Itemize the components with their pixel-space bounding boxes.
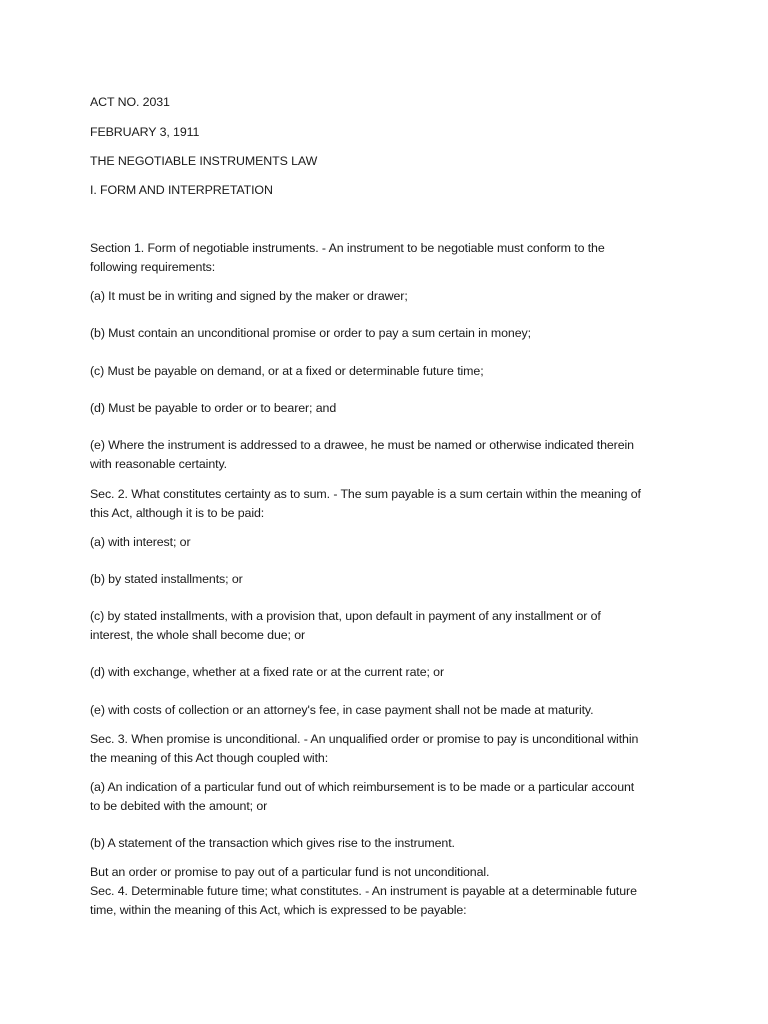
sec2-item-c-line-2: interest, the whole shall become due; or — [90, 628, 306, 642]
act-date: FEBRUARY 3, 1911 — [90, 125, 200, 139]
sec4-intro-line-2: time, within the meaning of this Act, which is expressed to be payable: — [90, 903, 467, 917]
sec3-intro-line-2: the meaning of this Act though coupled with: — [90, 751, 329, 765]
sec1-intro-line-2: following requirements: — [90, 260, 216, 274]
act-number: ACT NO. 2031 — [90, 95, 170, 109]
sec3-item-a-line-1: (a) An indication of a particular fund out of which reimbursement is to be made or a particular account — [90, 780, 635, 794]
sec1-item-b: (b) Must contain an unconditional promise or order to pay a sum certain in money; — [90, 326, 531, 340]
law-title: THE NEGOTIABLE INSTRUMENTS LAW — [90, 154, 318, 168]
sec1-intro-line-1: Section 1. Form of negotiable instruments. - An instrument to be negotiable must conform to the — [90, 241, 605, 255]
sec4-intro-line-1: Sec. 4. Determinable future time; what constitutes. - An instrument is payable at a determinable future — [90, 884, 637, 898]
sec3-item-a-line-2: to be debited with the amount; or — [90, 799, 268, 813]
sec2-item-b: (b) by stated installments; or — [90, 572, 243, 586]
sec3-intro-line-1: Sec. 3. When promise is unconditional. - An unqualified order or promise to pay is unconditional within — [90, 732, 639, 746]
sec2-item-a: (a) with interest; or — [90, 535, 191, 549]
chapter-heading: I. FORM AND INTERPRETATION — [90, 183, 273, 197]
sec1-item-a: (a) It must be in writing and signed by the maker or drawer; — [90, 289, 408, 303]
sec2-intro-line-2: this Act, although it is to be paid: — [90, 506, 265, 520]
sec1-item-c: (c) Must be payable on demand, or at a fixed or determinable future time; — [90, 364, 484, 378]
sec1-item-e-line-1: (e) Where the instrument is addressed to a drawee, he must be named or otherwise indicated therein — [90, 438, 634, 452]
sec3-item-b: (b) A statement of the transaction which gives rise to the instrument. — [90, 836, 455, 850]
sec3-closing: But an order or promise to pay out of a particular fund is not unconditional. — [90, 865, 490, 879]
sec2-item-c-line-1: (c) by stated installments, with a provision that, upon default in payment of any installment or of — [90, 609, 601, 623]
sec1-item-e-line-2: with reasonable certainty. — [90, 457, 227, 471]
sec2-item-e: (e) with costs of collection or an attorney's fee, in case payment shall not be made at maturity. — [90, 703, 594, 717]
sec1-item-d: (d) Must be payable to order or to bearer; and — [90, 401, 337, 415]
sec2-intro-line-1: Sec. 2. What constitutes certainty as to sum. - The sum payable is a sum certain within the meaning of — [90, 487, 641, 501]
sec2-item-d: (d) with exchange, whether at a fixed rate or at the current rate; or — [90, 665, 444, 679]
